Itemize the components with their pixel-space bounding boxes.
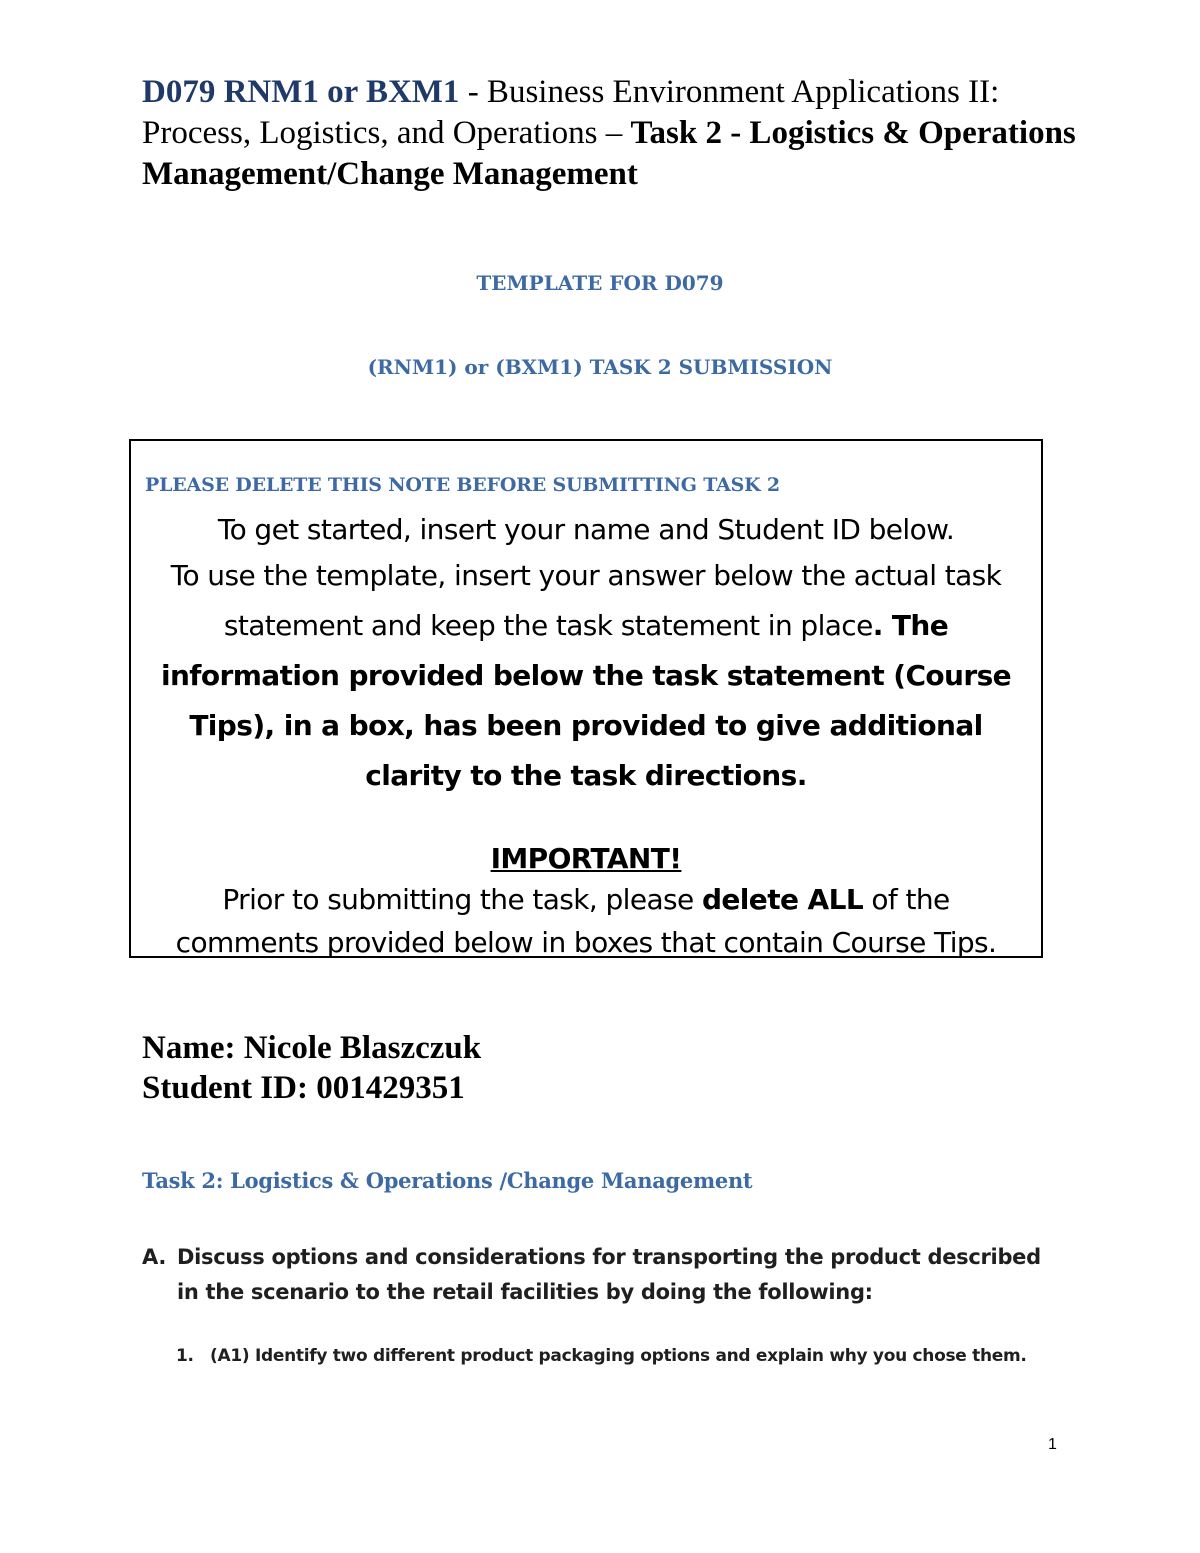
course-code: D079 RNM1 or BXM1 [142, 74, 460, 110]
note-line: To get started, insert your name and Student ID below. [217, 513, 955, 546]
note-text-bold: . The [872, 609, 949, 642]
course-title: - Business Environment Applications II: Process, Logistics, and Operations – [142, 74, 1000, 151]
student-name: Name: Nicole Blaszczuk [142, 1030, 482, 1066]
note-text: Prior to submitting the task, please [222, 883, 702, 916]
task-item-a1 [176, 1346, 1076, 1366]
note-text-bold: Tips), in a box, has been provided to give additional [189, 709, 983, 742]
note-line: comments provided below in boxes that contain Course Tips. [175, 926, 997, 959]
note-line [131, 701, 1041, 751]
student-id: Student ID: 001429351 [142, 1070, 465, 1106]
instruction-note-box [129, 439, 1043, 958]
item-text: (A1) Identify two different product packaging options and explain why you chose them. [210, 1346, 1027, 1366]
task-heading: Task 2: Logistics & Operations /Change Management [142, 1168, 753, 1193]
note-heading: PLEASE DELETE THIS NOTE BEFORE SUBMITTING TASK 2 [145, 474, 780, 496]
submission-label: (RNM1) or (BXM1) TASK 2 SUBMISSION [367, 355, 833, 379]
task-title: Task 2 - Logistics & Operations Management/Change Management [142, 115, 1076, 192]
template-label: TEMPLATE FOR D079 [476, 271, 724, 295]
page-number: 1 [1048, 1436, 1057, 1453]
note-line [131, 601, 1041, 651]
note-text: statement and keep the task statement in place [223, 609, 873, 642]
note-text: of the [863, 883, 950, 916]
student-info [142, 1028, 481, 1108]
note-spacer [131, 801, 1041, 839]
note-line [131, 751, 1041, 801]
note-line: To use the template, insert your answer below the actual task [170, 559, 1002, 592]
document-title [142, 72, 1082, 195]
note-text-bold: information provided below the task statement (Course [160, 659, 1012, 692]
item-marker: A. [142, 1245, 167, 1269]
task-item-a [142, 1240, 1062, 1310]
note-body [131, 509, 1041, 965]
note-text-bold: clarity to the task directions. [365, 759, 807, 792]
note-line [131, 879, 1041, 921]
item-text: Discuss options and considerations for transporting the product described in the scenario to the retail facilities by doing the following: [177, 1245, 1041, 1304]
important-label: IMPORTANT! [490, 842, 682, 875]
note-text-bold: delete ALL [701, 883, 864, 916]
note-line [131, 651, 1041, 701]
item-marker: 1. [176, 1346, 194, 1366]
